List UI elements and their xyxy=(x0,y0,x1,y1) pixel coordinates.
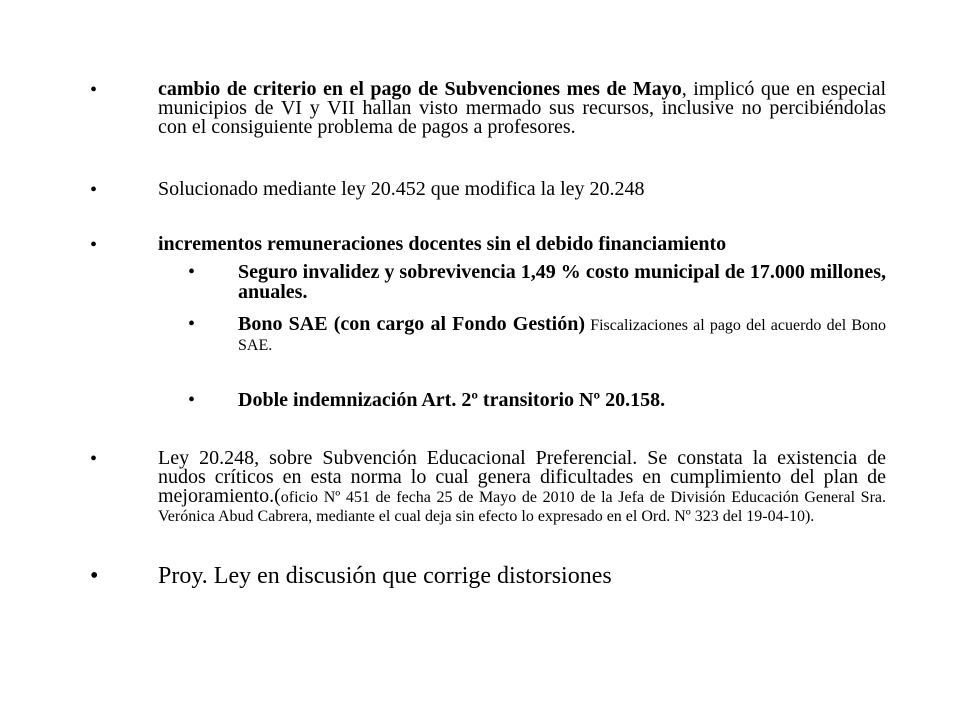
item-bold-text: Doble indemnización Art. 2º transitorio Nº 20.158. xyxy=(238,389,666,411)
item-bold-text: Bono SAE (con cargo al Fondo Gestión) xyxy=(238,313,586,335)
item-text xyxy=(158,449,886,525)
item-bold-text: incrementos remuneraciones docentes sin el debido financiamiento xyxy=(158,233,727,255)
bullet-icon: • xyxy=(90,179,98,201)
bullet-icon: • xyxy=(188,261,196,283)
bullet-icon: • xyxy=(188,389,196,411)
bullet-icon: • xyxy=(90,234,98,256)
item-text xyxy=(158,80,886,137)
item-text: Solucionado mediante ley 20.452 que modifica la ley 20.248 xyxy=(158,178,645,200)
item-main-text: Ley 20.248, sobre Subvención Educacional Preferencial. Se constata la existencia de nudos críticos en esta norma lo cual genera dificultades en cumplimiento del plan de mejoramiento.( xyxy=(158,447,886,507)
bullet-item-subvenciones xyxy=(90,80,886,137)
item-small-text: oficio Nº 451 de fecha 25 de Mayo de 2010 de la Jefa de División Educación General Sra. Verónica Abud Cabrera, mediante el cual deja sin efecto lo expresado en el Ord. Nº 323 del 19-04-10). xyxy=(158,489,886,525)
item-rest-text: , implicó que en especial municipios de VI y VII hallan visto mermado sus recursos, inclusive no percibiéndolas con el consiguiente problema de pagos a profesores. xyxy=(158,78,886,138)
sub-bullet-item-bono-sae xyxy=(188,314,886,354)
bullet-item-ley-sep xyxy=(90,449,886,525)
item-bold-text: Seguro invalidez y sobrevivencia 1,49 % costo municipal de 17.000 millones, anuales. xyxy=(238,261,886,303)
item-text: Proy. Ley en discusión que corrige distorsiones xyxy=(158,563,612,589)
sub-bullet-item-seguro xyxy=(188,262,886,302)
bullet-icon: • xyxy=(90,448,98,470)
item-text xyxy=(238,314,886,354)
bullet-item-incrementos xyxy=(90,235,886,254)
bullet-item-solucionado xyxy=(90,180,886,199)
bullet-icon: • xyxy=(90,563,99,589)
bullet-icon: • xyxy=(90,79,98,101)
bullet-item-proyecto-ley xyxy=(90,564,886,588)
bullet-icon: • xyxy=(188,313,196,335)
item-bold-text: cambio de criterio en el pago de Subvenciones mes de Mayo xyxy=(158,78,682,100)
item-small-text: Fiscalizaciones al pago del acuerdo del Bono SAE. xyxy=(238,317,886,354)
sub-bullet-item-indemnizacion xyxy=(188,390,886,410)
